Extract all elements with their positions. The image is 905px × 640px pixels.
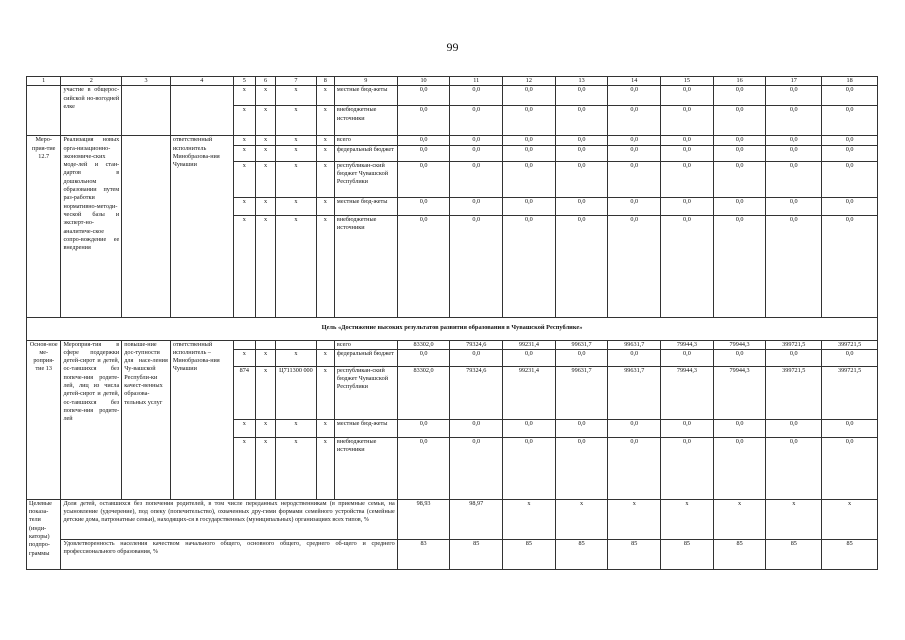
column-number-cell: 18 (822, 77, 878, 86)
value-cell: 0,0 (661, 437, 714, 499)
value-cell: 0,0 (713, 106, 766, 136)
budget-code-cell: x (276, 86, 317, 106)
budget-code-cell: x (233, 437, 255, 499)
budget-code-cell: 874 (233, 366, 255, 419)
value-cell: 0,0 (503, 437, 556, 499)
value-cell: x (503, 499, 556, 539)
value-cell: 85 (503, 539, 556, 569)
value-cell: 0,0 (397, 349, 450, 366)
funding-source-cell: местные бюд-жеты (334, 419, 397, 437)
value-cell: 0,0 (713, 419, 766, 437)
value-cell: 0,0 (822, 349, 878, 366)
budget-code-cell: x (316, 86, 334, 106)
value-cell: 0,0 (608, 145, 661, 161)
value-cell: 98,93 (397, 499, 450, 539)
value-cell: 0,0 (713, 437, 766, 499)
budget-code-cell: x (255, 437, 275, 499)
funding-source-cell: местные бюд-жеты (334, 197, 397, 215)
budget-code-cell: x (255, 86, 275, 106)
budget-code-cell: x (233, 197, 255, 215)
value-cell: 0,0 (766, 419, 822, 437)
budget-code-cell: x (233, 136, 255, 145)
value-cell: 79944,3 (661, 340, 714, 349)
column-number-cell: 7 (276, 77, 317, 86)
value-cell: 399721,5 (822, 366, 878, 419)
value-cell: 0,0 (503, 106, 556, 136)
value-cell: 0,0 (555, 197, 608, 215)
value-cell: 0,0 (766, 161, 822, 197)
value-cell: 0,0 (608, 437, 661, 499)
value-cell: 0,0 (555, 136, 608, 145)
value-cell: 0,0 (661, 215, 714, 317)
indicator-row (27, 539, 878, 569)
value-cell: 0,0 (608, 106, 661, 136)
table-row (27, 340, 878, 349)
value-cell: 0,0 (822, 86, 878, 106)
measure-description-cell: участие в общерос-сийской но-вогодней елке (61, 86, 122, 136)
value-cell: 83 (397, 539, 450, 569)
budget-code-cell: x (276, 136, 317, 145)
value-cell: 0,0 (397, 136, 450, 145)
budget-code-cell (276, 340, 317, 349)
value-cell: 0,0 (555, 215, 608, 317)
budget-code-cell: x (316, 215, 334, 317)
value-cell: 79944,3 (713, 340, 766, 349)
value-cell: 85 (822, 539, 878, 569)
value-cell: 0,0 (450, 145, 503, 161)
column-number-cell: 10 (397, 77, 450, 86)
value-cell: 99631,7 (608, 340, 661, 349)
column-number-cell: 17 (766, 77, 822, 86)
budget-code-cell: x (276, 145, 317, 161)
budget-code-cell: x (316, 161, 334, 197)
budget-code-cell: x (255, 106, 275, 136)
value-cell: 0,0 (450, 349, 503, 366)
value-cell: x (555, 499, 608, 539)
value-cell: 0,0 (503, 145, 556, 161)
column-number-cell: 6 (255, 77, 275, 86)
value-cell: 0,0 (450, 419, 503, 437)
value-cell: 0,0 (661, 136, 714, 145)
value-cell: 98,97 (450, 499, 503, 539)
column-number-cell: 8 (316, 77, 334, 86)
budget-code-cell: x (255, 197, 275, 215)
budget-code-cell: x (316, 136, 334, 145)
budget-code-cell: x (233, 215, 255, 317)
value-cell: 79944,3 (713, 366, 766, 419)
measure-code-cell: Основ-ное ме-роприя-тие 13 (27, 340, 61, 499)
budget-code-cell: x (255, 161, 275, 197)
task-cell (122, 86, 171, 136)
budget-code-cell: x (276, 215, 317, 317)
funding-source-cell: внебюджетные источники (334, 215, 397, 317)
value-cell: 0,0 (661, 419, 714, 437)
budget-code-cell: x (255, 145, 275, 161)
value-cell: 0,0 (713, 349, 766, 366)
value-cell: 0,0 (450, 86, 503, 106)
value-cell: 0,0 (822, 161, 878, 197)
value-cell: 0,0 (555, 349, 608, 366)
value-cell: 399721,5 (822, 340, 878, 349)
budget-code-cell (316, 340, 334, 349)
value-cell: 0,0 (661, 106, 714, 136)
value-cell: 0,0 (397, 145, 450, 161)
value-cell: x (713, 499, 766, 539)
column-number-cell: 13 (555, 77, 608, 86)
value-cell: 85 (661, 539, 714, 569)
value-cell: 0,0 (450, 161, 503, 197)
funding-source-cell: федеральный бюджет (334, 349, 397, 366)
value-cell: 0,0 (397, 86, 450, 106)
table-row (27, 136, 878, 145)
column-number-cell: 9 (334, 77, 397, 86)
value-cell: 0,0 (555, 86, 608, 106)
value-cell: 0,0 (608, 136, 661, 145)
value-cell: 0,0 (555, 145, 608, 161)
column-number-cell: 15 (661, 77, 714, 86)
funding-source-cell: всего (334, 136, 397, 145)
value-cell: x (608, 499, 661, 539)
budget-code-cell: x (233, 419, 255, 437)
funding-source-cell: республикан-ский бюджет Чувашской Республики (334, 161, 397, 197)
budget-code-cell: x (255, 349, 275, 366)
budget-code-cell: x (255, 419, 275, 437)
funding-source-cell: местные бюд-жеты (334, 86, 397, 106)
value-cell: 0,0 (555, 161, 608, 197)
funding-source-cell: внебюджетные источники (334, 106, 397, 136)
value-cell: 0,0 (450, 106, 503, 136)
value-cell: 99631,7 (555, 340, 608, 349)
executor-cell: ответственный исполнитель Минобразова-ния Чувашии (170, 136, 233, 317)
value-cell: 0,0 (503, 86, 556, 106)
value-cell: 0,0 (661, 197, 714, 215)
measure-code-cell: Меро-прия-тие 12.7 (27, 136, 61, 317)
value-cell: 0,0 (822, 419, 878, 437)
value-cell: 0,0 (766, 145, 822, 161)
value-cell: 0,0 (608, 215, 661, 317)
column-number-cell: 5 (233, 77, 255, 86)
value-cell: 79324,6 (450, 366, 503, 419)
value-cell: 0,0 (713, 215, 766, 317)
value-cell: 0,0 (503, 136, 556, 145)
value-cell: 0,0 (608, 349, 661, 366)
value-cell: 99631,7 (555, 366, 608, 419)
budget-code-cell: Ц711300 000 (276, 366, 317, 419)
value-cell: 0,0 (822, 437, 878, 499)
value-cell: 0,0 (661, 145, 714, 161)
budget-code-cell: x (316, 197, 334, 215)
value-cell: 83302,0 (397, 366, 450, 419)
value-cell: 0,0 (397, 197, 450, 215)
indicator-text-cell: Доля детей, оставшихся без попечения родителей, в том числе переданных неродственникам (в приемные семьи, на усыновление (удочерение), под опеку (попечительство), охваченных дру-гими формами семейного устройства (семейные детские дома, патронатные семьи), находящих-ся в государственных (муниципальных) организациях всех типов, % (61, 499, 397, 539)
code-cell (27, 86, 61, 136)
value-cell: 0,0 (713, 145, 766, 161)
funding-source-cell: республикан-ский бюджет Чувашской Республики (334, 366, 397, 419)
goal-row (27, 317, 878, 340)
budget-code-cell: x (276, 419, 317, 437)
value-cell: 0,0 (661, 86, 714, 106)
value-cell: 0,0 (503, 419, 556, 437)
budget-code-cell: x (255, 136, 275, 145)
value-cell: 0,0 (608, 161, 661, 197)
budget-code-cell: x (316, 419, 334, 437)
budget-code-cell: x (276, 437, 317, 499)
value-cell: 0,0 (450, 136, 503, 145)
budget-code-cell: x (255, 215, 275, 317)
budget-code-cell: x (316, 437, 334, 499)
value-cell: 0,0 (450, 437, 503, 499)
value-cell: 0,0 (713, 161, 766, 197)
executor-cell (170, 86, 233, 136)
budget-code-cell: x (255, 366, 275, 419)
value-cell: 399721,5 (766, 366, 822, 419)
value-cell: 0,0 (555, 419, 608, 437)
task-cell: повыше-ние дос-тупности для насе-ления Чу-вашской Республи-ки качест-венных образова-тельных услуг (122, 340, 171, 499)
value-cell: 0,0 (713, 136, 766, 145)
value-cell: 79324,6 (450, 340, 503, 349)
value-cell: x (822, 499, 878, 539)
value-cell: 0,0 (503, 349, 556, 366)
value-cell: 0,0 (766, 136, 822, 145)
column-number-cell: 16 (713, 77, 766, 86)
budget-code-cell: x (316, 106, 334, 136)
value-cell: 83302,0 (397, 340, 450, 349)
budget-code-cell: x (233, 145, 255, 161)
budget-code-cell: x (276, 106, 317, 136)
value-cell: 0,0 (713, 197, 766, 215)
budget-code-cell (255, 340, 275, 349)
column-number-cell: 11 (450, 77, 503, 86)
value-cell: 0,0 (766, 197, 822, 215)
value-cell: 0,0 (661, 161, 714, 197)
column-number-cell: 14 (608, 77, 661, 86)
value-cell: 0,0 (503, 197, 556, 215)
funding-source-cell: федеральный бюджет (334, 145, 397, 161)
funding-source-cell: внебюджетные источники (334, 437, 397, 499)
value-cell: 0,0 (450, 215, 503, 317)
budget-code-cell: x (316, 145, 334, 161)
page-number: 99 (446, 40, 459, 54)
value-cell: 0,0 (713, 86, 766, 106)
budget-code-cell: x (233, 106, 255, 136)
value-cell: 0,0 (766, 106, 822, 136)
value-cell: 0,0 (661, 349, 714, 366)
budget-code-cell: x (276, 197, 317, 215)
value-cell: 0,0 (608, 419, 661, 437)
value-cell: 0,0 (503, 215, 556, 317)
value-cell: 85 (713, 539, 766, 569)
value-cell: 0,0 (555, 437, 608, 499)
executor-cell: ответственный исполнитель – Минобразова-ния Чувашии (170, 340, 233, 499)
measure-description-cell: Реализация новых орга-низационно-экономиче-ских моде-лей и стан-дартов в дошкольном образовании путем раз-работки нормативно-методи-ческой базы и эксперт-но-аналитиче-ское сопро-вождение ее внедрения (61, 136, 122, 317)
budget-code-cell: x (316, 366, 334, 419)
indicators-label-cell: Целевые показа-тели (инди-каторы) подпро-граммы (27, 499, 61, 569)
column-number-cell: 3 (122, 77, 171, 86)
value-cell: 0,0 (503, 161, 556, 197)
value-cell: 99631,7 (608, 366, 661, 419)
table-row (27, 86, 878, 106)
program-table (26, 76, 878, 570)
value-cell: 0,0 (450, 197, 503, 215)
value-cell: 0,0 (822, 215, 878, 317)
column-number-cell: 1 (27, 77, 61, 86)
value-cell: 79944,3 (661, 366, 714, 419)
measure-description-cell: Мероприя-тия в сфере поддержки детей-сирот и детей, ос-тавшихся без попече-ния родите-лей, лиц из числа детей-сирот и детей, ос-тавшихся без попече-ния родите-лей (61, 340, 122, 499)
budget-code-cell: x (233, 161, 255, 197)
value-cell: 0,0 (822, 106, 878, 136)
value-cell: x (661, 499, 714, 539)
value-cell: 0,0 (766, 86, 822, 106)
value-cell: 0,0 (766, 215, 822, 317)
value-cell: 0,0 (822, 145, 878, 161)
value-cell: 0,0 (397, 419, 450, 437)
indicator-row (27, 499, 878, 539)
goal-title: Цель «Достижение высоких результатов развития образования в Чувашской Республике» (27, 317, 878, 340)
indicator-text-cell: Удовлетворенность населения качеством начального общего, основного общего, среднего об-щего и среднего профессионального образования, % (61, 539, 397, 569)
budget-code-cell: x (316, 349, 334, 366)
value-cell: 399721,5 (766, 340, 822, 349)
budget-code-cell: x (233, 86, 255, 106)
value-cell: 0,0 (822, 136, 878, 145)
budget-code-cell: x (276, 161, 317, 197)
value-cell: 85 (766, 539, 822, 569)
value-cell: 85 (608, 539, 661, 569)
value-cell: 99231,4 (503, 340, 556, 349)
value-cell: 0,0 (397, 161, 450, 197)
value-cell: 0,0 (397, 437, 450, 499)
funding-source-cell: всего (334, 340, 397, 349)
value-cell: 99231,4 (503, 366, 556, 419)
column-number-cell: 4 (170, 77, 233, 86)
value-cell: x (766, 499, 822, 539)
task-cell (122, 136, 171, 317)
value-cell: 0,0 (822, 197, 878, 215)
budget-code-cell (233, 340, 255, 349)
value-cell: 0,0 (608, 86, 661, 106)
value-cell: 0,0 (608, 197, 661, 215)
value-cell: 0,0 (397, 106, 450, 136)
value-cell: 85 (450, 539, 503, 569)
value-cell: 0,0 (397, 215, 450, 317)
value-cell: 85 (555, 539, 608, 569)
value-cell: 0,0 (555, 106, 608, 136)
column-number-row (27, 77, 878, 86)
value-cell: 0,0 (766, 437, 822, 499)
budget-code-cell: x (276, 349, 317, 366)
value-cell: 0,0 (766, 349, 822, 366)
column-number-cell: 2 (61, 77, 122, 86)
budget-code-cell: x (233, 349, 255, 366)
column-number-cell: 12 (503, 77, 556, 86)
